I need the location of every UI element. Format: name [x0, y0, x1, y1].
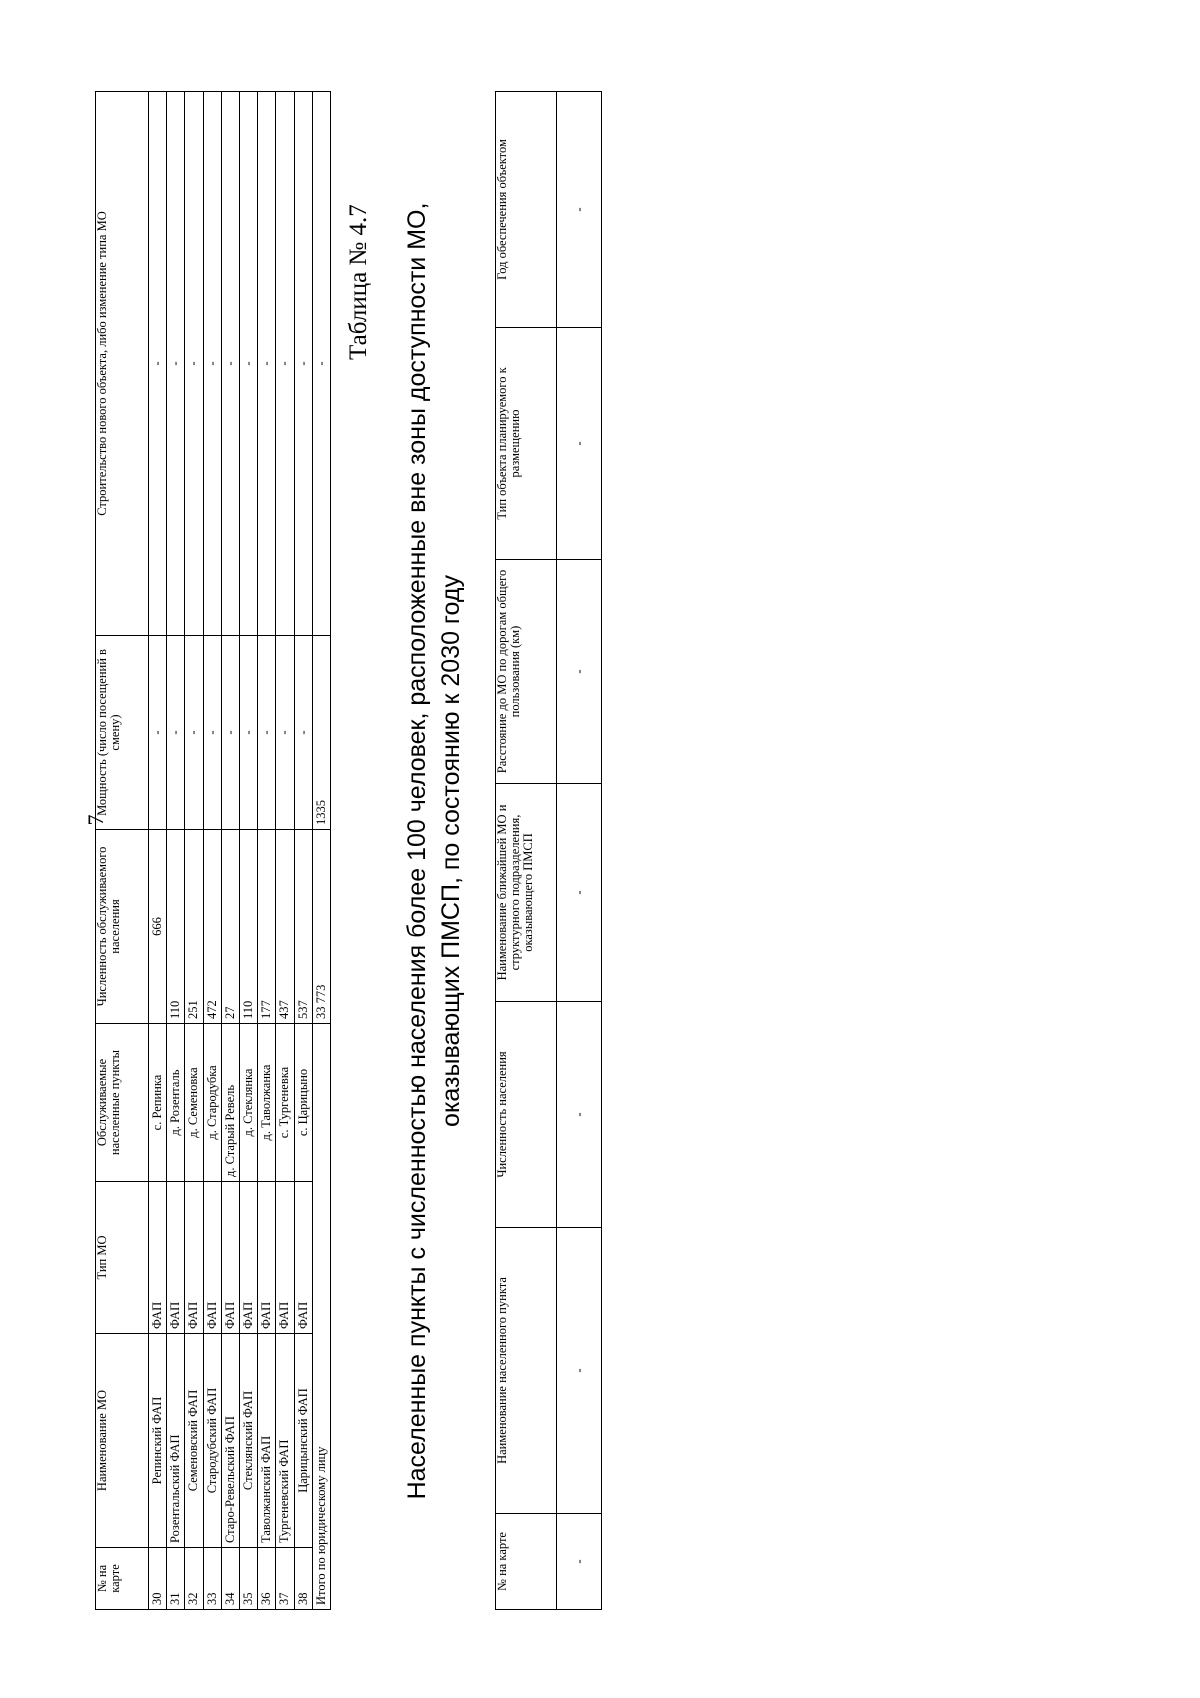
cell-capacity: -: [185, 636, 203, 830]
cell-map-number: 37: [276, 1548, 294, 1610]
cell-population: 110: [167, 830, 185, 1024]
cell-settlement: д. Стеклянка: [239, 1024, 257, 1182]
total-population: 33 773: [312, 830, 330, 1024]
cell-settlement: д. Таволжанка: [258, 1024, 276, 1182]
cell-mo-name: Царицынский ФАП: [294, 1334, 312, 1548]
cell-mo-name: Стародубский ФАП: [203, 1334, 221, 1548]
cell-map-number: 36: [258, 1548, 276, 1610]
cell-capacity: -: [167, 636, 185, 830]
cell-capacity: -: [149, 636, 167, 830]
header-settlements: Обслуживаемые населенные пункты: [96, 1024, 149, 1182]
cell-construction: -: [185, 92, 203, 636]
cell-map-number: 33: [203, 1548, 221, 1610]
page-number: 7: [83, 814, 108, 826]
settlements-outside-zone-table: [495, 91, 602, 1610]
cell-construction: -: [149, 92, 167, 636]
cell-map-number: 32: [185, 1548, 203, 1610]
cell-population: 27: [221, 830, 239, 1024]
cell-capacity: -: [258, 636, 276, 830]
cell-construction: -: [167, 92, 185, 636]
total-construction: -: [312, 92, 330, 636]
cell-mo-type: ФАП: [239, 1182, 257, 1334]
table-row: [557, 92, 602, 1610]
table-row: [276, 92, 294, 1610]
table-total-row: [312, 92, 330, 1610]
cell-distance: -: [557, 560, 602, 784]
cell-capacity: -: [294, 636, 312, 830]
cell-nearest-mo: -: [557, 784, 602, 1002]
cell-map-number: -: [557, 1514, 602, 1610]
cell-population: 110: [239, 830, 257, 1024]
cell-construction: -: [239, 92, 257, 636]
header-construction: Строительство нового объекта, либо изменение типа МО: [96, 92, 149, 636]
cell-map-number: 30: [149, 1548, 167, 1610]
table-row: [239, 92, 257, 1610]
cell-population: 472: [203, 830, 221, 1024]
cell-mo-type: ФАП: [221, 1182, 239, 1334]
table-row: [149, 92, 167, 1610]
cell-settlement: д. Старый Ревель: [221, 1024, 239, 1182]
header-distance: Расстояние до МО по дорогам общего пользования (км): [496, 560, 557, 784]
cell-capacity: -: [221, 636, 239, 830]
cell-mo-name: Стеклянский ФАП: [239, 1334, 257, 1548]
total-label: Итого по юридическому лицу: [312, 1024, 330, 1610]
cell-settlement: с. Тургеневка: [276, 1024, 294, 1182]
cell-construction: -: [203, 92, 221, 636]
table-row: [294, 92, 312, 1610]
header-provision-year: Год обеспечения объектом: [496, 92, 557, 328]
cell-mo-name: Семеновский ФАП: [185, 1334, 203, 1548]
cell-mo-type: ФАП: [276, 1182, 294, 1334]
header-population: Численность обслуживаемого населения: [96, 830, 149, 1024]
cell-settlement-name: -: [557, 1228, 602, 1514]
header-map-number: № на карте: [496, 1514, 557, 1610]
header-planned-object-type: Тип объекта планируемого к размещению: [496, 328, 557, 560]
cell-settlement: д. Семеновка: [185, 1024, 203, 1182]
cell-mo-name: Тургеневский ФАП: [276, 1334, 294, 1548]
cell-mo-type: ФАП: [149, 1182, 167, 1334]
cell-population: 666: [149, 830, 167, 1024]
cell-mo-name: Репинский ФАП: [149, 1334, 167, 1548]
cell-mo-type: ФАП: [203, 1182, 221, 1334]
total-capacity: 1335: [312, 636, 330, 830]
table-number-caption: Таблица № 4.7: [345, 204, 372, 360]
cell-map-number: 34: [221, 1548, 239, 1610]
header-nearest-mo: Наименование ближайшей МО и структурного подразделения, оказывающего ПМСП: [496, 784, 557, 1002]
table-header-row: [496, 92, 557, 1610]
table-row: [258, 92, 276, 1610]
cell-settlement: д. Розенталь: [167, 1024, 185, 1182]
cell-mo-name: Старо-Ревельский ФАП: [221, 1334, 239, 1548]
cell-capacity: -: [239, 636, 257, 830]
cell-population: 251: [185, 830, 203, 1024]
table-row: [221, 92, 239, 1610]
header-population: Численность населения: [496, 1002, 557, 1228]
table-row: [203, 92, 221, 1610]
cell-mo-name: Таволжанский ФАП: [258, 1334, 276, 1548]
table-title: [400, 92, 468, 1610]
cell-settlement: с. Репинка: [149, 1024, 167, 1182]
cell-mo-type: ФАП: [185, 1182, 203, 1334]
cell-map-number: 38: [294, 1548, 312, 1610]
cell-mo-type: ФАП: [258, 1182, 276, 1334]
cell-settlement: д. Стародубка: [203, 1024, 221, 1182]
table-row: [167, 92, 185, 1610]
cell-construction: -: [221, 92, 239, 636]
table-header-row: [96, 92, 149, 1610]
header-settlement-name: Наименование населенного пункта: [496, 1228, 557, 1514]
rotated-document-sheet: [83, 50, 715, 1610]
cell-population: -: [557, 1002, 602, 1228]
cell-mo-type: ФАП: [294, 1182, 312, 1334]
cell-mo-name: Розентальский ФАП: [167, 1334, 185, 1548]
cell-population: 437: [276, 830, 294, 1024]
cell-map-number: 35: [239, 1548, 257, 1610]
cell-population: 537: [294, 830, 312, 1024]
cell-settlement: с. Царицыно: [294, 1024, 312, 1182]
cell-construction: -: [294, 92, 312, 636]
table-title-line-1: Населенные пункты с численностью населения более 100 человек, расположенные вне зоны доступности МО,: [403, 202, 431, 1500]
header-capacity: Мощность (число посещений в смену): [96, 636, 149, 830]
cell-planned-object-type: -: [557, 328, 602, 560]
cell-provision-year: -: [557, 92, 602, 328]
header-map-number: № на карте: [96, 1548, 149, 1610]
cell-capacity: -: [203, 636, 221, 830]
header-mo-type: Тип МО: [96, 1182, 149, 1334]
table-row: [185, 92, 203, 1610]
header-mo-name: Наименование МО: [96, 1334, 149, 1548]
cell-capacity: -: [276, 636, 294, 830]
cell-population: 177: [258, 830, 276, 1024]
cell-map-number: 31: [167, 1548, 185, 1610]
table-title-line-2: оказывающих ПМСП, по состоянию к 2030 году: [437, 575, 465, 1127]
cell-mo-type: ФАП: [167, 1182, 185, 1334]
mo-table: [95, 91, 331, 1610]
cell-construction: -: [276, 92, 294, 636]
cell-construction: -: [258, 92, 276, 636]
